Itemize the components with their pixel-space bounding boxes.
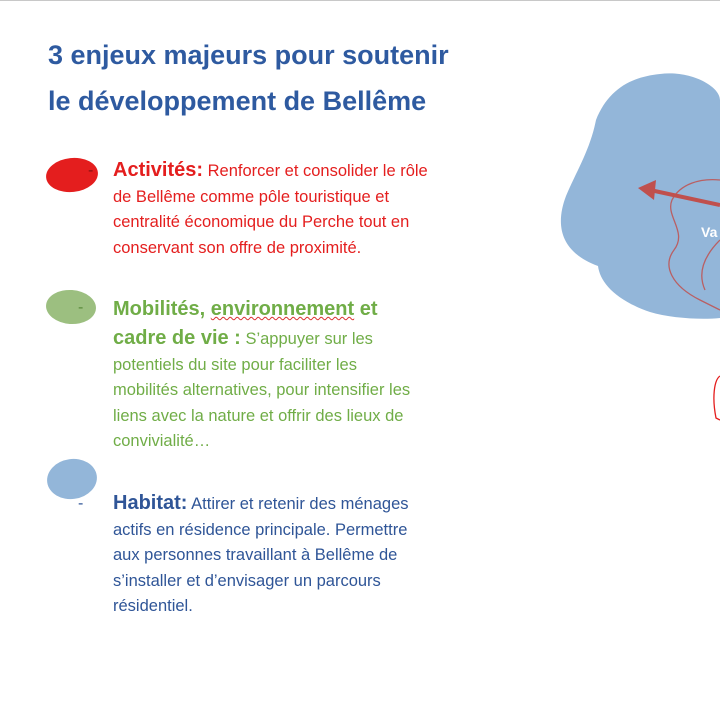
map-label: Va	[701, 224, 718, 240]
habitat-heading: Habitat:	[113, 492, 188, 514]
map-route-fragment	[714, 376, 720, 420]
habitat-line-5: résidentiel.	[113, 597, 193, 615]
activites-bullet-dash: -	[88, 162, 94, 179]
activites-item	[113, 158, 513, 261]
mobilites-heading-word-3: et	[359, 298, 378, 320]
mobilites-heading-line-2: cadre de vie :	[113, 327, 241, 349]
mobilites-item	[113, 292, 513, 455]
mobilites-heading-word-2: environnement	[210, 298, 355, 320]
habitat-line-3: aux personnes travaillant à Bellême de	[113, 546, 398, 564]
mobilites-line-5: convivialité…	[113, 432, 211, 450]
habitat-line-2: actifs en résidence principale. Permettre	[113, 520, 408, 539]
habitat-line-1: Attirer et retenir des ménages	[191, 495, 409, 513]
mobilites-line-1: S’appuyer sur les	[245, 330, 373, 348]
habitat-item	[113, 491, 513, 620]
mobilites-bullet-dash: -	[78, 299, 84, 316]
mobilites-line-4: liens avec la nature et offrir des lieux de	[113, 406, 404, 425]
habitat-bullet-dash: -	[78, 495, 84, 512]
activites-line-4: conservant son offre de proximité.	[113, 238, 362, 257]
mobilites-line-2: potentiels du site pour faciliter les	[113, 355, 357, 374]
mobilites-heading-word-1: Mobilités,	[113, 298, 206, 320]
mobilites-heading-line-1	[113, 292, 513, 326]
activites-line-2: de Bellême comme pôle touristique et	[113, 187, 390, 206]
activites-line-1: Renforcer et consolider le rôle	[207, 162, 428, 180]
slide-title-line-2: le développement de Bellême	[48, 86, 427, 116]
map-area-shape	[561, 73, 720, 318]
activites-line-3: centralité économique du Perche tout en	[113, 213, 410, 231]
activites-heading: Activités:	[113, 159, 204, 181]
mobilites-line-3: mobilités alternatives, pour intensifier les	[113, 381, 411, 399]
slide-title-line-1: 3 enjeux majeurs pour soutenir	[48, 40, 449, 70]
habitat-line-4: s’installer et d’envisager un parcours	[113, 571, 381, 590]
